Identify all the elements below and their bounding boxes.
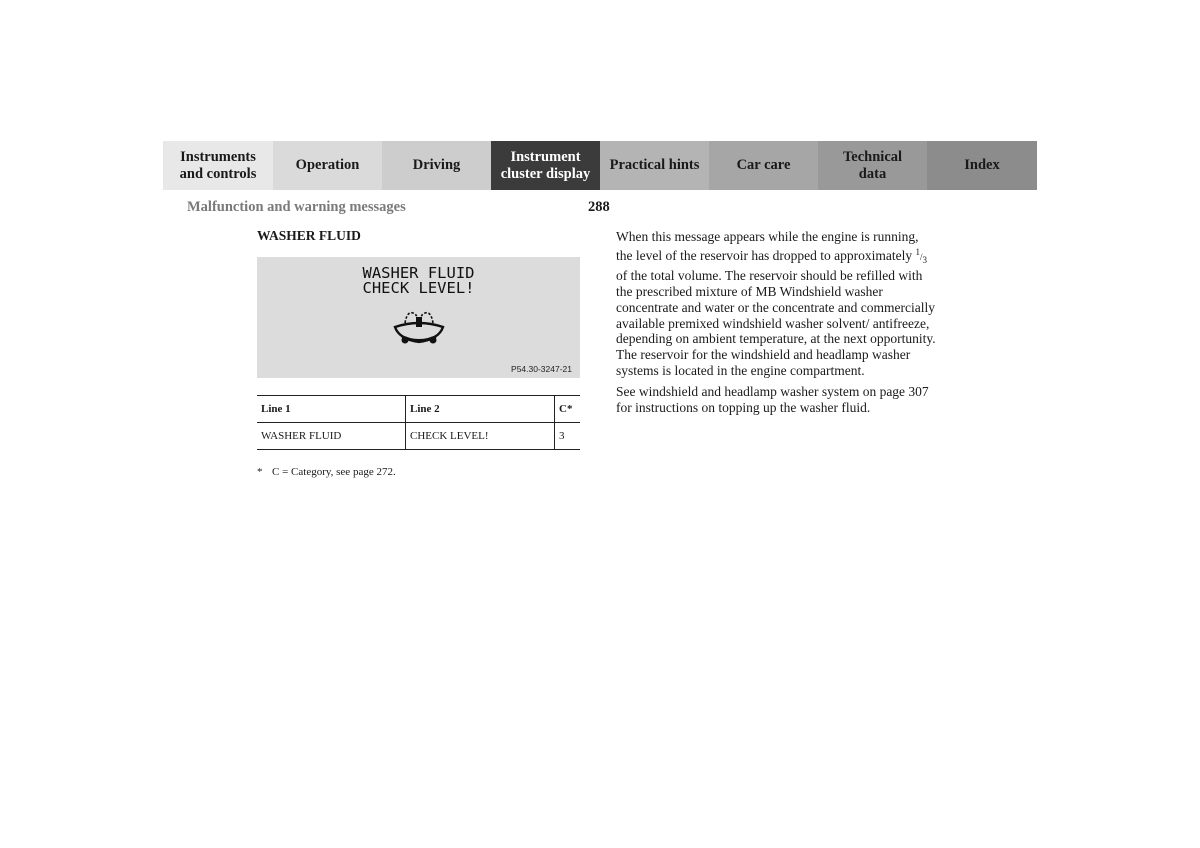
tab-label: Operation [295,157,360,173]
section-title: Malfunction and warning messages [187,199,406,215]
paragraph-text: When this message appears while the engine is running, the level of the reservoir has dropped to approximately [616,229,919,263]
tab-practical-hints[interactable] [600,141,709,190]
chapter-tabs [163,141,1037,190]
tab-label: data [858,165,887,182]
tab-car-care[interactable] [709,141,818,190]
tab-label: cluster display [500,165,591,182]
message-table [257,395,580,450]
tab-driving[interactable] [382,141,491,190]
tab-label: Index [964,157,1000,173]
display-figure [257,257,580,378]
tab-label: Practical hints [609,157,700,173]
body-text [616,229,936,422]
footnote-text: C = Category, see page 272. [272,466,396,478]
message-heading: WASHER FLUID [257,228,361,243]
tab-operation[interactable] [273,141,382,190]
paragraph-text: of the total volume. The reservoir should be refilled with the prescribed mixture of MB Windshield washer concentrate and water or the concentrate and commercially available premixed windshield washer solvent/ antifreeze, depending on ambient temperature, at the next opportunity. The reservoir for the windshield and headlamp washer systems is located in the engine compartment. [616,268,936,378]
tab-label: and controls [179,165,257,182]
fraction-denominator: 3 [922,254,928,265]
page-number: 288 [588,199,610,215]
figure-code: P54.30-3247-21 [511,364,572,374]
lcd-line-1: WASHER FLUID [362,264,475,282]
table-header-cell: C* [555,396,581,423]
table-row [257,423,580,450]
footnote [257,466,396,478]
tab-instrument-cluster-display[interactable] [491,141,600,190]
lcd-line-2: CHECK LEVEL! [362,279,475,297]
washer-fluid-icon [391,307,447,347]
tab-label: Technical [842,148,903,165]
lcd-text [257,266,580,296]
tab-instruments-and-controls[interactable] [163,141,273,190]
tab-index[interactable] [927,141,1037,190]
table-cell: CHECK LEVEL! [406,423,555,450]
table-cell: WASHER FLUID [257,423,406,450]
table-header-row [257,396,580,423]
tab-technical-data[interactable] [818,141,927,190]
tab-label: Instrument [510,148,581,165]
paragraph: See windshield and headlamp washer system on page 307 for instructions on topping up the washer fluid. [616,384,929,416]
fraction-numerator: 1 [915,246,921,257]
paragraph [616,229,936,378]
fraction-slash: / [920,251,923,262]
table-header-cell: Line 2 [406,396,555,423]
tab-label: Instruments [180,148,256,165]
footnote-mark: * [257,466,263,478]
tab-label: Car care [736,157,791,173]
table-cell: 3 [555,423,581,450]
table-header-cell: Line 1 [257,396,406,423]
fraction [915,246,928,265]
tab-label: Driving [412,157,461,173]
